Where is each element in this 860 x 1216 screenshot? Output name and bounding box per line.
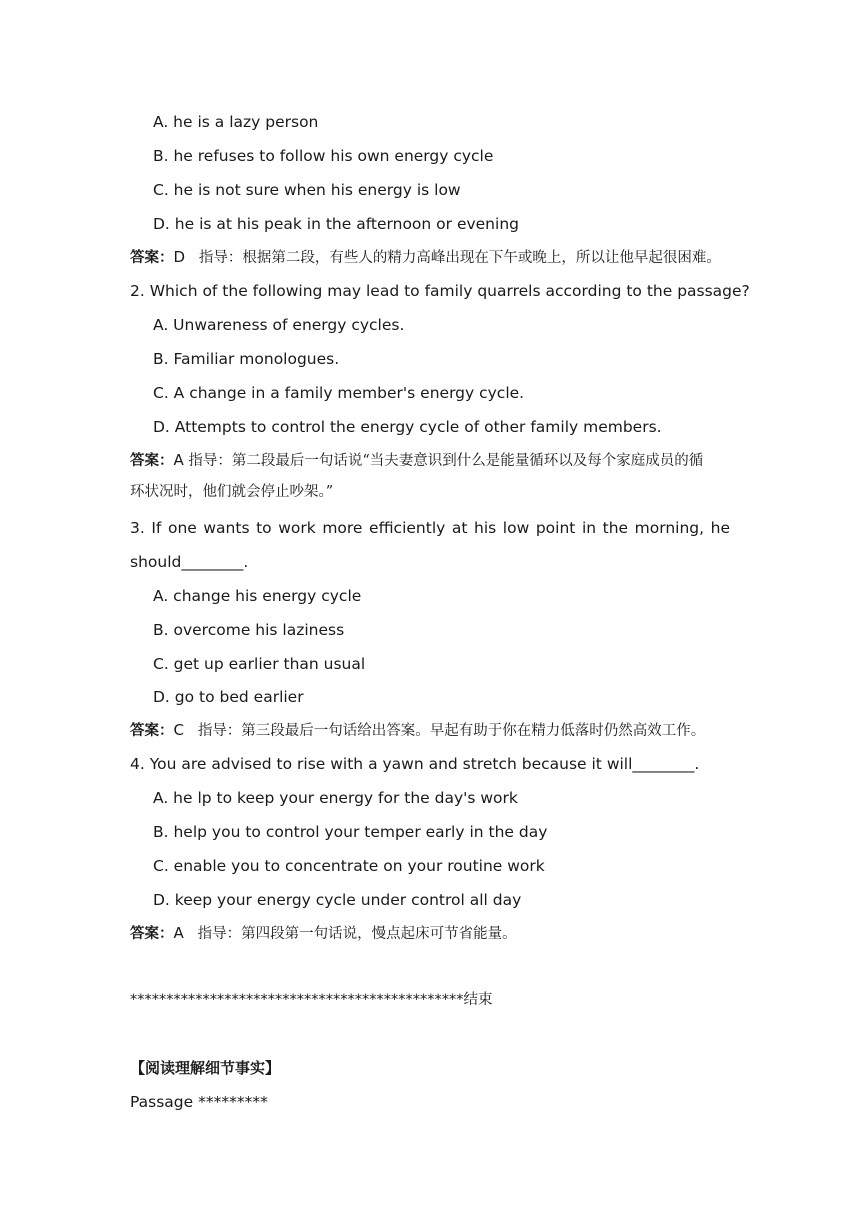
- q3-option-c: C. get up earlier than usual: [153, 655, 366, 673]
- q3-option-b: B. overcome his laziness: [153, 621, 345, 639]
- q1-answer: [130, 246, 730, 269]
- answer-label: 答案：: [130, 249, 174, 266]
- q4-option-a: A. he lp to keep your energy for the day's work: [153, 789, 518, 807]
- answer-guide: 指导：第二段最后一句话说“当夫妻意识到什么是能量循环以及每个家庭成员的循: [188, 453, 704, 469]
- q1-option-d: D. he is at his peak in the afternoon or evening: [153, 215, 519, 233]
- end-marker: **********************************************结束: [130, 992, 493, 1008]
- q2-option-a: A. Unwareness of energy cycles.: [153, 316, 405, 334]
- q3-question-continued: should________.: [130, 553, 249, 571]
- q2-option-c: C. A change in a family member's energy cycle.: [153, 384, 525, 402]
- q3-question: 3. If one wants to work more efficiently at his low point in the morning, he: [130, 519, 730, 537]
- q3-option-d: D. go to bed earlier: [153, 688, 304, 706]
- section-title: 【阅读理解细节事实】: [130, 1059, 281, 1077]
- q3-option-a: A. change his energy cycle: [153, 587, 362, 605]
- q1-option-a: A. he is a lazy person: [153, 113, 319, 131]
- answer-letter: A: [173, 924, 184, 942]
- q2-option-d: D. Attempts to control the energy cycle of other family members.: [153, 418, 662, 436]
- q4-answer: [130, 922, 730, 945]
- q4-option-d: D. keep your energy cycle under control all day: [153, 891, 522, 909]
- answer-guide: 指导：第四段第一句话说，慢点起床可节省能量。: [197, 926, 517, 942]
- answer-letter: C: [173, 721, 184, 739]
- q2-option-b: B. Familiar monologues.: [153, 350, 340, 368]
- answer-label: 答案：: [130, 722, 174, 739]
- q2-question: 2. Which of the following may lead to family quarrels according to the passage?: [130, 282, 750, 300]
- q2-answer-continued: 环状况时，他们就会停止吵架。”: [130, 484, 334, 500]
- q3-answer: [130, 719, 730, 742]
- answer-guide: 指导：第三段最后一句话给出答案。早起有助于你在精力低落时仍然高效工作。: [197, 723, 706, 739]
- answer-label: 答案：: [130, 925, 174, 942]
- q2-answer: [130, 449, 730, 472]
- answer-letter: D: [173, 248, 186, 266]
- answer-letter: A: [173, 451, 184, 469]
- q4-question: 4. You are advised to rise with a yawn and stretch because it will________.: [130, 755, 700, 773]
- q1-option-c: C. he is not sure when his energy is low: [153, 181, 461, 199]
- q4-option-b: B. help you to control your temper early in the day: [153, 823, 548, 841]
- passage-label: Passage *********: [130, 1093, 268, 1111]
- answer-label: 答案：: [130, 452, 174, 469]
- q1-option-b: B. he refuses to follow his own energy cycle: [153, 147, 494, 165]
- q4-option-c: C. enable you to concentrate on your routine work: [153, 857, 545, 875]
- answer-guide: 指导：根据第二段，有些人的精力高峰出现在下午或晚上，所以让他早起很困难。: [198, 250, 721, 266]
